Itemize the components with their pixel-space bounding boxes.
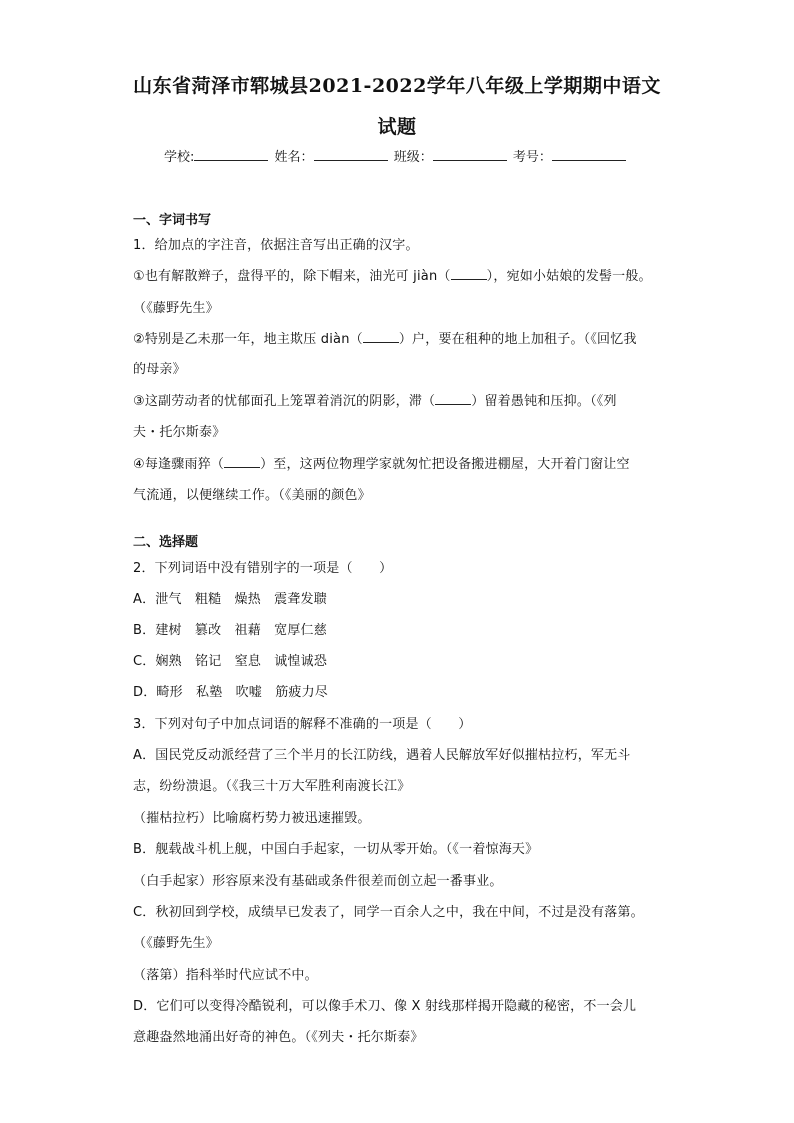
q1-item-1-text-b: ），宛如小姑娘的发髻一般。 (486, 269, 652, 284)
q2-option-d[interactable]: D．畸形 私塾 吹嘘 筋疲力尽 (133, 685, 329, 700)
q1-item-4-text-b: ）至，这两位物理学家就匆忙把设备搬进棚屋，大开着门窗让空 (260, 457, 630, 472)
q1-item-4-blank[interactable] (224, 456, 260, 468)
q1-item-1-text-a: ①也有解散辫子，盘得平的，除下帽来，油光可 jiàn（ (133, 269, 451, 284)
exam-no-field[interactable] (552, 147, 626, 161)
q1-item-3-text-a: ③这副劳动者的忧郁面孔上笼罩着消沉的阴影，滞（ (133, 394, 436, 409)
q3-option-d-line1[interactable]: D．它们可以变得冷酷锐利，可以像手术刀、像 X 射线那样揭开隐藏的秘密，不一会儿 (133, 999, 637, 1014)
q2-option-c[interactable]: C．娴熟 铭记 窒息 诚惶诚恐 (133, 654, 328, 669)
section-heading-2: 二、选择题 (133, 535, 199, 550)
q3-option-c-line1[interactable]: C．秋初回到学校，成绩早已发表了，同学一百余人之中，我在中间，不过是没有落第。 (133, 905, 644, 920)
name-field[interactable] (314, 147, 388, 161)
q1-item-3-source: 夫・托尔斯泰》 (133, 425, 226, 440)
school-field[interactable] (194, 147, 268, 161)
class-field[interactable] (433, 147, 507, 161)
q3-option-c-explanation: （落第）指科举时代应试不中。 (133, 968, 318, 983)
q3-option-a-explanation: （摧枯拉朽）比喻腐朽势力被迅速摧毁。 (133, 811, 371, 826)
student-info-row (164, 146, 628, 165)
exam-title-line1: 山东省菏泽市郓城县2021-2022学年八年级上学期期中语文 (133, 75, 661, 97)
q1-item-2-blank[interactable] (363, 331, 399, 343)
name-label: 姓名： (274, 150, 314, 165)
q3-option-b-line1[interactable]: B．舰载战斗机上舰，中国白手起家，一切从零开始。（《一着惊海天》 (133, 842, 539, 857)
q1-item-4-source: 气流通，以便继续工作。（《美丽的颜色》 (133, 488, 371, 503)
exam-title-line2: 试题 (377, 116, 417, 138)
q1-item-1-source: （《藤野先生》 (133, 301, 219, 316)
q2-option-b[interactable]: B．建树 篡改 祖藉 宽厚仁慈 (133, 623, 327, 638)
q3-stem: 3．下列对句子中加点词语的解释不准确的一项是（ ） (133, 717, 472, 732)
q1-item-4-text-a: ④每逢骤雨猝（ (133, 457, 225, 472)
q1-item-1 (133, 265, 652, 284)
school-label: 学校: (164, 150, 195, 165)
class-label: 班级： (393, 150, 433, 165)
q1-item-2-source: 的母亲》 (133, 362, 186, 377)
q1-stem: 1．给加点的字注音，依据注音写出正确的汉字。 (133, 238, 419, 253)
q1-item-2-text-a: ②特别是乙未那一年，地主欺压 diàn（ (133, 332, 363, 347)
section-heading-1: 一、字词书写 (133, 213, 212, 228)
q3-option-b-explanation: （白手起家）形容原来没有基础或条件很差而创立起一番事业。 (133, 874, 503, 889)
q2-stem: 2．下列词语中没有错别字的一项是（ ） (133, 561, 393, 576)
q1-item-3-blank[interactable] (435, 393, 471, 405)
q2-option-a[interactable]: A．泄气 粗糙 燥热 震聋发聩 (133, 592, 327, 607)
q3-option-c-line2: （《藤野先生》 (133, 936, 219, 951)
q1-item-3 (133, 390, 617, 409)
q3-option-a-line2: 志，纷纷溃退。（《我三十万大军胜利南渡长江》 (133, 779, 411, 794)
q3-option-d-line2: 意趣盎然地涌出好奇的神色。（《列夫・托尔斯泰》 (133, 1030, 424, 1045)
q1-item-1-blank[interactable] (451, 268, 487, 280)
q1-item-2 (133, 328, 637, 347)
exam-no-label: 考号： (512, 150, 552, 165)
q1-item-2-text-b: ）户，要在租种的地上加租子。（《回忆我 (398, 332, 637, 347)
q3-option-a-line1[interactable]: A．国民党反动派经营了三个半月的长江防线，遇着人民解放军好似摧枯拉朽，军无斗 (133, 748, 631, 763)
q1-item-4 (133, 453, 630, 472)
q1-item-3-text-b: ）留着愚钝和压抑。（《列 (471, 394, 617, 409)
